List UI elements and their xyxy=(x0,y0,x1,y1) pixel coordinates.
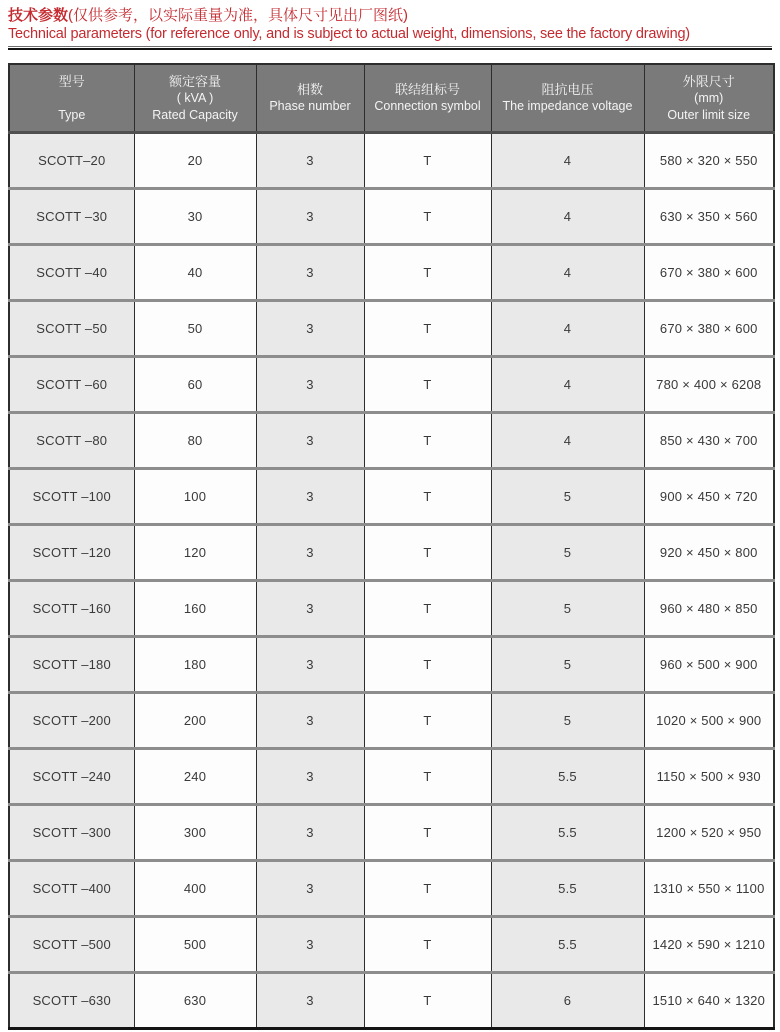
divider-thin-line xyxy=(8,46,772,47)
cell-connection: T xyxy=(364,245,491,301)
page-title-zh-lead: 技术参数 xyxy=(8,7,69,24)
spec-table xyxy=(8,63,775,1030)
cell-capacity: 40 xyxy=(134,245,256,301)
cell-capacity: 100 xyxy=(134,469,256,525)
col-header-outer-limit-size xyxy=(644,64,774,133)
cell-phase: 3 xyxy=(256,917,364,973)
table-row xyxy=(9,301,774,357)
table-row xyxy=(9,189,774,245)
cell-phase: 3 xyxy=(256,357,364,413)
col-header-outer-limit-size-sub: (mm) xyxy=(694,90,724,105)
cell-type: SCOTT –60 xyxy=(9,357,134,413)
col-header-outer-limit-size-zh: 外限尺寸 xyxy=(682,73,735,89)
cell-type: SCOTT –500 xyxy=(9,917,134,973)
cell-type: SCOTT –30 xyxy=(9,189,134,245)
cell-connection: T xyxy=(364,133,491,189)
col-header-rated-capacity xyxy=(134,64,256,133)
cell-impedance: 4 xyxy=(491,189,644,245)
cell-type: SCOTT –400 xyxy=(9,861,134,917)
cell-phase: 3 xyxy=(256,861,364,917)
cell-connection: T xyxy=(364,693,491,749)
cell-type: SCOTT –50 xyxy=(9,301,134,357)
cell-capacity: 120 xyxy=(134,525,256,581)
cell-capacity: 300 xyxy=(134,805,256,861)
col-header-type xyxy=(9,64,134,133)
cell-phase: 3 xyxy=(256,245,364,301)
cell-impedance: 4 xyxy=(491,133,644,189)
cell-impedance: 5 xyxy=(491,637,644,693)
table-row xyxy=(9,133,774,189)
cell-connection: T xyxy=(364,917,491,973)
cell-type: SCOTT –300 xyxy=(9,805,134,861)
cell-connection: T xyxy=(364,861,491,917)
table-row xyxy=(9,245,774,301)
table-row xyxy=(9,637,774,693)
table-row xyxy=(9,413,774,469)
cell-dimensions: 780 × 400 × 6208 xyxy=(644,357,774,413)
cell-impedance: 4 xyxy=(491,301,644,357)
cell-capacity: 160 xyxy=(134,581,256,637)
col-header-connection-symbol xyxy=(364,64,491,133)
cell-dimensions: 1150 × 500 × 930 xyxy=(644,749,774,805)
cell-connection: T xyxy=(364,805,491,861)
cell-connection: T xyxy=(364,357,491,413)
cell-connection: T xyxy=(364,973,491,1029)
cell-capacity: 400 xyxy=(134,861,256,917)
cell-impedance: 4 xyxy=(491,413,644,469)
col-header-impedance-voltage-zh: 阻抗电压 xyxy=(541,82,594,97)
cell-type: SCOTT –630 xyxy=(9,973,134,1029)
cell-dimensions: 580 × 320 × 550 xyxy=(644,133,774,189)
col-header-outer-limit-size-en: Outer limit size xyxy=(667,107,751,122)
cell-dimensions: 900 × 450 × 720 xyxy=(644,469,774,525)
col-header-type-sub xyxy=(11,90,133,107)
col-header-phase-number-zh: 相数 xyxy=(296,82,323,97)
cell-type: SCOTT –80 xyxy=(9,413,134,469)
table-row xyxy=(9,525,774,581)
page-title-zh-note: (仅供参考，以实际重量为准，具体尺寸见出厂图纸) xyxy=(68,7,409,24)
table-row xyxy=(9,581,774,637)
table-row xyxy=(9,693,774,749)
cell-dimensions: 1020 × 500 × 900 xyxy=(644,693,774,749)
cell-phase: 3 xyxy=(256,301,364,357)
spec-table-body xyxy=(9,133,774,1029)
cell-impedance: 5 xyxy=(491,693,644,749)
cell-dimensions: 850 × 430 × 700 xyxy=(644,413,774,469)
cell-type: SCOTT –40 xyxy=(9,245,134,301)
col-header-phase-number xyxy=(256,64,364,133)
table-row xyxy=(9,805,774,861)
col-header-rated-capacity-zh: 额定容量 xyxy=(168,73,221,89)
cell-impedance: 5.5 xyxy=(491,805,644,861)
cell-type: SCOTT –240 xyxy=(9,749,134,805)
cell-capacity: 20 xyxy=(134,133,256,189)
cell-type: SCOTT –200 xyxy=(9,693,134,749)
cell-connection: T xyxy=(364,581,491,637)
cell-impedance: 5 xyxy=(491,469,644,525)
table-row xyxy=(9,357,774,413)
page-title-en: Technical parameters (for reference only, and is subject to actual weight, dimensions, see the factory drawing) xyxy=(8,26,690,42)
cell-connection: T xyxy=(364,189,491,245)
col-header-type-zh: 型号 xyxy=(58,73,85,89)
page-title-zh xyxy=(8,6,772,25)
cell-connection: T xyxy=(364,301,491,357)
cell-connection: T xyxy=(364,413,491,469)
cell-impedance: 5 xyxy=(491,581,644,637)
cell-type: SCOTT–20 xyxy=(9,133,134,189)
table-row xyxy=(9,749,774,805)
spec-table-header xyxy=(9,64,774,133)
col-header-connection-symbol-zh: 联结组标号 xyxy=(394,82,460,97)
cell-impedance: 4 xyxy=(491,245,644,301)
cell-capacity: 500 xyxy=(134,917,256,973)
cell-capacity: 30 xyxy=(134,189,256,245)
cell-dimensions: 670 × 380 × 600 xyxy=(644,245,774,301)
table-row xyxy=(9,973,774,1029)
cell-connection: T xyxy=(364,525,491,581)
cell-dimensions: 1510 × 640 × 1320 xyxy=(644,973,774,1029)
divider-thick-line xyxy=(8,48,772,50)
cell-phase: 3 xyxy=(256,525,364,581)
table-row xyxy=(9,861,774,917)
cell-phase: 3 xyxy=(256,805,364,861)
cell-type: SCOTT –180 xyxy=(9,637,134,693)
cell-dimensions: 960 × 480 × 850 xyxy=(644,581,774,637)
cell-impedance: 5.5 xyxy=(491,861,644,917)
cell-type: SCOTT –120 xyxy=(9,525,134,581)
cell-capacity: 180 xyxy=(134,637,256,693)
cell-capacity: 80 xyxy=(134,413,256,469)
cell-phase: 3 xyxy=(256,749,364,805)
col-header-rated-capacity-en: Rated Capacity xyxy=(152,107,238,122)
cell-impedance: 5.5 xyxy=(491,917,644,973)
col-header-phase-number-en: Phase number xyxy=(269,99,351,113)
cell-dimensions: 920 × 450 × 800 xyxy=(644,525,774,581)
table-row xyxy=(9,917,774,973)
cell-dimensions: 1310 × 550 × 1100 xyxy=(644,861,774,917)
cell-type: SCOTT –160 xyxy=(9,581,134,637)
col-header-type-en: Type xyxy=(58,107,86,122)
cell-dimensions: 960 × 500 × 900 xyxy=(644,637,774,693)
cell-phase: 3 xyxy=(256,133,364,189)
cell-connection: T xyxy=(364,637,491,693)
header-row xyxy=(9,64,774,133)
cell-capacity: 630 xyxy=(134,973,256,1029)
cell-impedance: 5.5 xyxy=(491,749,644,805)
table-row xyxy=(9,469,774,525)
cell-phase: 3 xyxy=(256,973,364,1029)
cell-connection: T xyxy=(364,469,491,525)
cell-phase: 3 xyxy=(256,637,364,693)
cell-phase: 3 xyxy=(256,469,364,525)
cell-dimensions: 630 × 350 × 560 xyxy=(644,189,774,245)
cell-impedance: 4 xyxy=(491,357,644,413)
cell-capacity: 240 xyxy=(134,749,256,805)
title-divider-rule xyxy=(8,46,772,50)
cell-connection: T xyxy=(364,749,491,805)
cell-capacity: 60 xyxy=(134,357,256,413)
cell-impedance: 6 xyxy=(491,973,644,1029)
cell-capacity: 50 xyxy=(134,301,256,357)
cell-phase: 3 xyxy=(256,413,364,469)
col-header-impedance-voltage xyxy=(491,64,644,133)
cell-dimensions: 1420 × 590 × 1210 xyxy=(644,917,774,973)
col-header-connection-symbol-en: Connection symbol xyxy=(374,99,481,113)
col-header-impedance-voltage-en: The impedance voltage xyxy=(502,99,633,113)
cell-capacity: 200 xyxy=(134,693,256,749)
cell-type: SCOTT –100 xyxy=(9,469,134,525)
cell-impedance: 5 xyxy=(491,525,644,581)
cell-phase: 3 xyxy=(256,581,364,637)
cell-dimensions: 670 × 380 × 600 xyxy=(644,301,774,357)
cell-phase: 3 xyxy=(256,693,364,749)
cell-phase: 3 xyxy=(256,189,364,245)
cell-dimensions: 1200 × 520 × 950 xyxy=(644,805,774,861)
col-header-rated-capacity-sub: ( kVA ) xyxy=(176,90,214,105)
